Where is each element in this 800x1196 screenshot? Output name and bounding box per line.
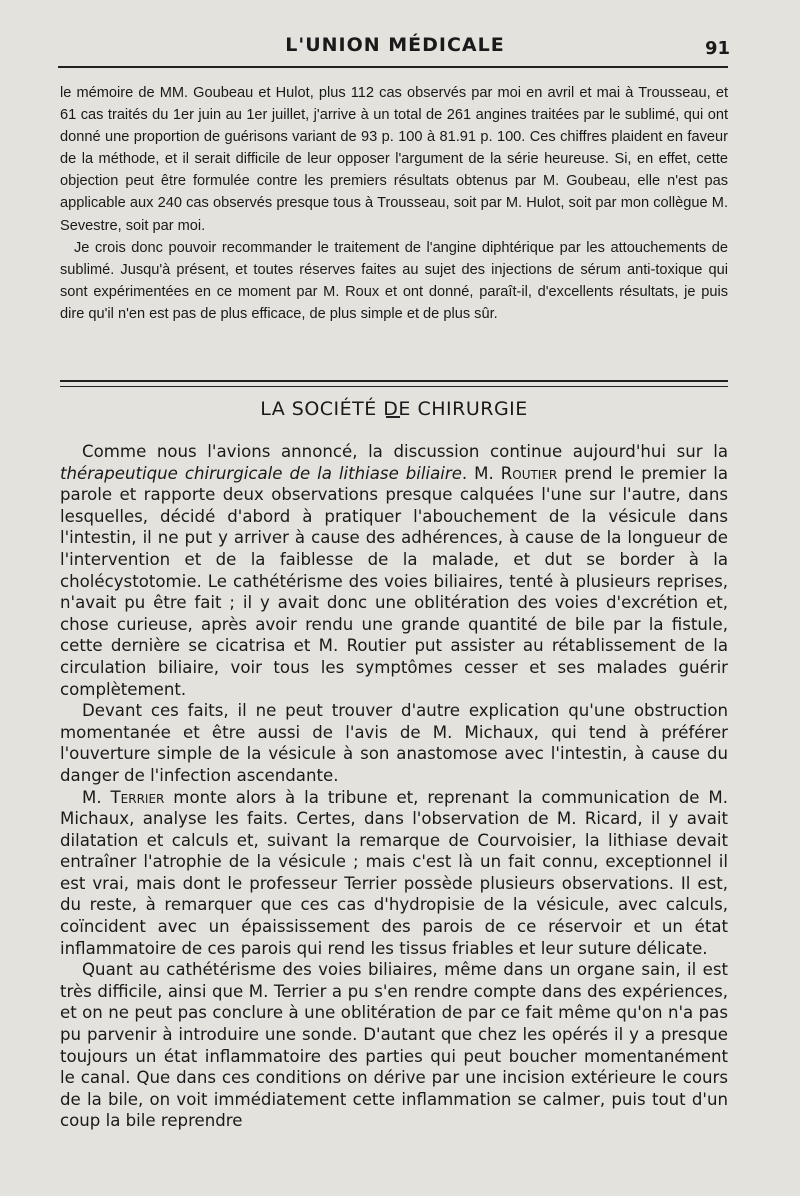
- journal-title: L'UNION MÉDICALE: [285, 34, 505, 56]
- page-number: 91: [704, 38, 730, 59]
- page-header: [60, 34, 730, 64]
- continued-paragraph: le mémoire de MM. Goubeau et Hulot, plus 112 cas observés par moi en avril et mai à Trousseau, et 61 cas traités du 1er juin au 1er juillet, j'arrive à un total de 261 angines traitées par le sublimé, qui ont donné une proportion de guérisons variant de 93 p. 100 à 81.91 p. 100. Ces chiffres plaident en faveur de la méthode, et il serait difficile de leur opposer l'argument de la série heureuse. Si, en effet, cette objection peut être formulée contre les premiers résultats obtenus par M. Goubeau, elle n'est pas applicable aux 240 cas observés presque tous à Trousseau, soit par M. Hulot, soit par mon collègue M. Sevestre, soit par moi.: [60, 85, 728, 234]
- continued-paragraph: Je crois donc pouvoir recommander le traitement de l'angine diphtérique par les attouchements de sublimé. Jusqu'à présent, et toutes réserves faites au sujet des injections de sérum anti-toxique qui sont expérimentées en ce moment par M. Roux et ont donné, paraît-il, d'excellents résultats, je puis dire qu'il n'en est pas de plus efficace, de plus simple et de plus sûr.: [60, 239, 728, 322]
- section-body: [60, 441, 728, 1132]
- text-run: prend le premier la parole et rapporte deux observations presque calquées l'une sur l'autre, dans lesquelles, décidé d'abord à pratiquer l'abouchement de la vésicule dans l'intestin, il ne put y arriver à cause des adhérences, à cause de la longueur de l'intervention et de la faiblesse de la malade, et dut se border à la cholécystotomie. Le cathétérisme des voies biliaires, tenté à plusieurs reprises, n'avait pu être fait ; il y avait donc une oblitération des voies d'excrétion et, chose curieuse, après avoir rendu une grande quantité de bile par la fistule, cette dernière se cicatrisa et M. Routier put assister au rétablissement de la circulation biliaire, voir tous les symptômes cesser et ses malades guérir complètement.: [60, 463, 728, 699]
- surgeon-name: Routier: [500, 463, 558, 483]
- surgeon-name: Terrier: [110, 787, 165, 807]
- text-run: monte alors à la tribune et, reprenant la communication de M. Michaux, analyse les faits. Certes, dans l'observation de M. Ricard, il y avait dilatation et calculs et, suivant la remarque de Courvoisier, la lithiase devait entraîner l'atrophie de la vésicule ; mais c'est là un fait connu, exceptionnel il est vrai, mais dont le professeur Terrier possède plusieurs observations. Il est, du reste, à remarquer que ces cas d'hydropisie de la vésicule, avec calculs, coïncident avec un épaississement des parois de ce réservoir et un état inflammatoire de ces parois qui rend les tissus friables et leur suture délicate.: [60, 787, 728, 958]
- body-paragraph: Devant ces faits, il ne peut trouver d'autre explication qu'une obstruction momentanée et être aussi de l'avis de M. Michaux, qui tend à préférer l'ouverture simple de la vésicule à son anastomose avec l'intestin, à cause du danger de l'infection ascendante.: [60, 701, 728, 785]
- text-run: Comme nous l'avions annoncé, la discussion continue aujourd'hui sur la: [82, 442, 728, 461]
- body-paragraph: [60, 787, 728, 960]
- body-paragraph: Quant au cathétérisme des voies biliaires, même dans un organe sain, il est très difficile, ainsi que M. Terrier a pu s'en rendre compte dans des expériences, et on ne peut pas conclure à une oblitération de par ce fait même qu'on n'a pas pu parvenir à introduire une sonde. D'autant que chez les opérés il y a presque toujours un état inflammatoire des parties qui peut boucher momentanément le canal. Que dans ces conditions on dérive par une incision extérieure le cours de la bile, on voit immédiatement cette inflammation se calmer, puis tout d'un coup la bile reprendre: [60, 960, 728, 1131]
- section-divider: [60, 380, 728, 387]
- header-rule: [58, 66, 728, 68]
- continued-article: [60, 82, 728, 325]
- title-dash: [386, 416, 400, 418]
- body-paragraph: [60, 441, 728, 700]
- italic-title: thérapeutique chirurgicale de la lithiase biliaire: [60, 463, 462, 483]
- text-run: M.: [82, 787, 111, 807]
- text-run: . M.: [461, 463, 501, 483]
- section-title: LA SOCIÉTÉ DE CHIRURGIE: [260, 398, 528, 420]
